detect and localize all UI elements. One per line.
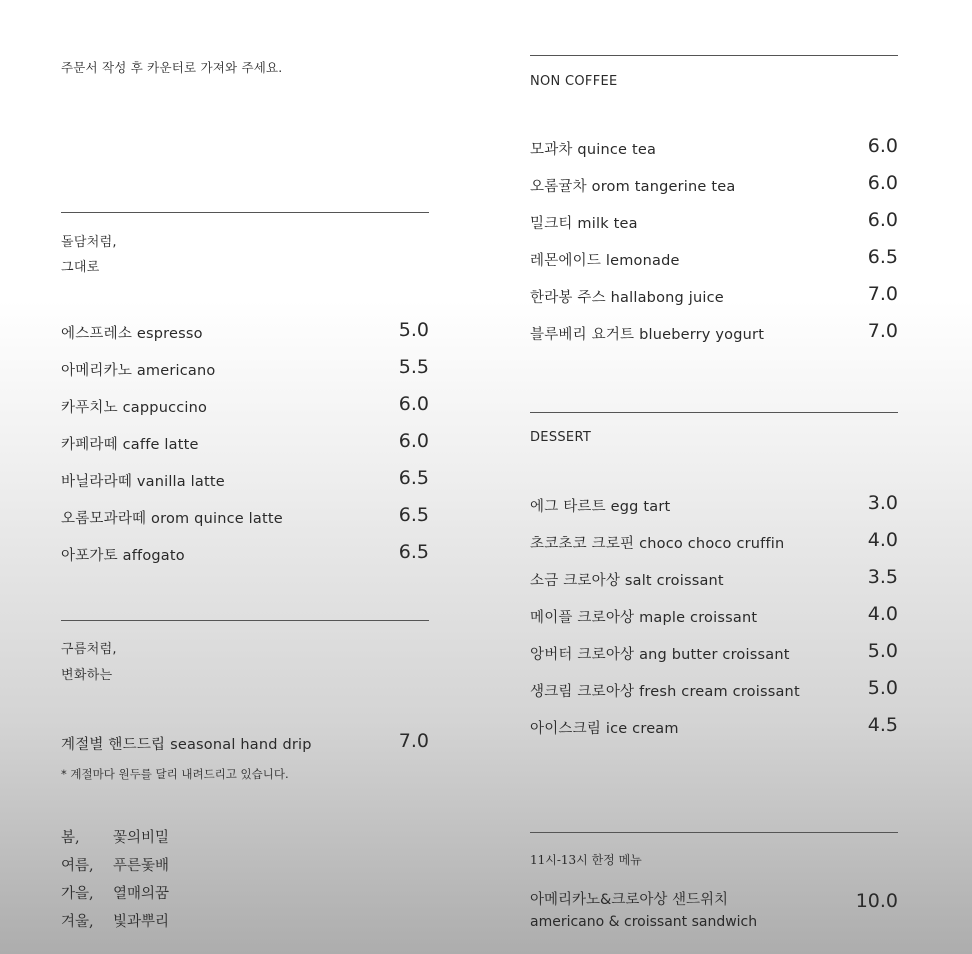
hand-drip-divider — [61, 620, 429, 621]
limited-divider — [530, 832, 898, 833]
menu-item-price: 6.0 — [398, 393, 429, 415]
menu-item-fresh-cream-croissant — [530, 677, 898, 704]
menu-item-name: 소금 크로아상 salt croissant — [530, 573, 724, 589]
menu-item-price: 6.5 — [398, 467, 429, 489]
menu-item-price: 5.5 — [398, 356, 429, 378]
menu-item-name: 아이스크림 ice cream — [530, 721, 679, 737]
menu-item-name: 에스프레소 espresso — [61, 326, 203, 342]
menu-item-price: 5.0 — [867, 677, 898, 699]
menu-item-lemonade — [530, 246, 898, 273]
menu-item-caffe-latte — [61, 430, 429, 457]
season-spring — [61, 826, 169, 847]
menu-item-price: 6.0 — [398, 430, 429, 452]
menu-item-price: 6.0 — [867, 135, 898, 157]
coffee-menu-list — [61, 319, 429, 582]
menu-item-espresso — [61, 319, 429, 346]
menu-item-name: 레몬에이드 lemonade — [530, 253, 680, 269]
menu-item-orom-tangerine-tea — [530, 172, 898, 199]
season-label: 여름, — [61, 858, 94, 874]
menu-item-name: 아메리카노 americano — [61, 363, 216, 379]
left-column — [61, 0, 429, 954]
intro-note: 주문서 작성 후 카운터로 가져와 주세요. — [61, 60, 283, 75]
limited-item-price: 10.0 — [855, 890, 898, 912]
menu-item-price: 5.0 — [867, 640, 898, 662]
menu-item-name: 에그 타르트 egg tart — [530, 499, 671, 515]
season-bean: 열매의꿈 — [113, 886, 170, 902]
hand-drip-heading-line2: 변화하는 — [61, 668, 113, 683]
menu-item-seasonal-hand-drip — [61, 730, 429, 757]
menu-item-hallabong-juice — [530, 283, 898, 310]
menu-item-orom-quince-latte — [61, 504, 429, 531]
season-bean: 빛과뿌리 — [113, 914, 170, 930]
menu-item-name: 오롬모과라떼 orom quince latte — [61, 511, 283, 527]
menu-item-name: 계절별 핸드드립 seasonal hand drip — [61, 737, 312, 753]
season-label: 봄, — [61, 830, 80, 846]
menu-item-price: 6.0 — [867, 209, 898, 231]
hand-drip-note: * 계절마다 원두를 달리 내려드리고 있습니다. — [61, 767, 289, 781]
limited-heading: 11시-13시 한정 메뉴 — [530, 853, 642, 867]
menu-item-name: 카푸치노 cappuccino — [61, 400, 208, 416]
menu-item-price: 4.0 — [867, 529, 898, 551]
menu-item-choco-cruffin — [530, 529, 898, 556]
menu-item-name: 아포가토 affogato — [61, 548, 185, 564]
menu-item-price: 4.5 — [867, 714, 898, 736]
menu-item-name: 모과차 quince tea — [530, 142, 657, 158]
menu-item-salt-croissant — [530, 566, 898, 593]
menu-item-cappuccino — [61, 393, 429, 420]
menu-item-price: 7.0 — [867, 320, 898, 342]
menu-item-name: 앙버터 크로아상 ang butter croissant — [530, 647, 790, 663]
menu-item-egg-tart — [530, 492, 898, 519]
menu-item-price: 6.5 — [398, 541, 429, 563]
menu-item-name: 블루베리 요거트 blueberry yogurt — [530, 327, 765, 343]
menu-item-price: 7.0 — [398, 730, 429, 752]
non-coffee-divider — [530, 55, 898, 56]
menu-item-name: 생크림 크로아상 fresh cream croissant — [530, 684, 800, 700]
coffee-divider — [61, 212, 429, 213]
menu-item-name: 한라봉 주스 hallabong juice — [530, 290, 724, 306]
menu-item-ang-butter-croissant — [530, 640, 898, 667]
menu-item-price: 4.0 — [867, 603, 898, 625]
dessert-divider — [530, 412, 898, 413]
coffee-heading-line1: 돌담처럼, — [61, 235, 117, 250]
season-winter — [61, 910, 169, 931]
menu-item-price: 6.5 — [398, 504, 429, 526]
menu-item-name: 밀크티 milk tea — [530, 216, 638, 232]
menu-item-affogato — [61, 541, 429, 568]
menu-item-price: 6.5 — [867, 246, 898, 268]
menu-item-quince-tea — [530, 135, 898, 162]
limited-item-name-en: americano & croissant sandwich — [530, 914, 758, 930]
non-coffee-heading: NON COFFEE — [530, 74, 618, 89]
season-list — [61, 826, 361, 936]
limited-item-name-ko: 아메리카노&크로아상 샌드위치 — [530, 892, 729, 908]
menu-item-blueberry-yogurt — [530, 320, 898, 347]
non-coffee-menu-list — [530, 135, 898, 358]
menu-item-name: 메이플 크로아상 maple croissant — [530, 610, 758, 626]
menu-item-maple-croissant — [530, 603, 898, 630]
menu-item-price: 6.0 — [867, 172, 898, 194]
season-autumn — [61, 882, 169, 903]
season-label: 가을, — [61, 886, 94, 902]
season-bean: 꽃의비밀 — [113, 830, 170, 846]
menu-item-price: 3.0 — [867, 492, 898, 514]
menu-item-price: 5.0 — [398, 319, 429, 341]
menu-item-milk-tea — [530, 209, 898, 236]
menu-item-price: 3.5 — [867, 566, 898, 588]
dessert-menu-list — [530, 492, 898, 755]
menu-item-name: 카페라떼 caffe latte — [61, 437, 199, 453]
coffee-heading-line2: 그대로 — [61, 260, 100, 275]
menu-item-name: 초코초코 크로핀 choco choco cruffin — [530, 536, 785, 552]
menu-item-ice-cream — [530, 714, 898, 741]
menu-item-price: 7.0 — [867, 283, 898, 305]
menu-item-name: 바닐라라떼 vanilla latte — [61, 474, 225, 490]
dessert-heading: DESSERT — [530, 430, 592, 445]
season-label: 겨울, — [61, 914, 94, 930]
menu-item-name: 오롬귤차 orom tangerine tea — [530, 179, 736, 195]
hand-drip-heading-line1: 구름처럼, — [61, 642, 117, 657]
season-summer — [61, 854, 169, 875]
right-column — [530, 0, 898, 954]
season-bean: 푸른돛배 — [113, 858, 170, 874]
menu-item-americano — [61, 356, 429, 383]
menu-item-vanilla-latte — [61, 467, 429, 494]
